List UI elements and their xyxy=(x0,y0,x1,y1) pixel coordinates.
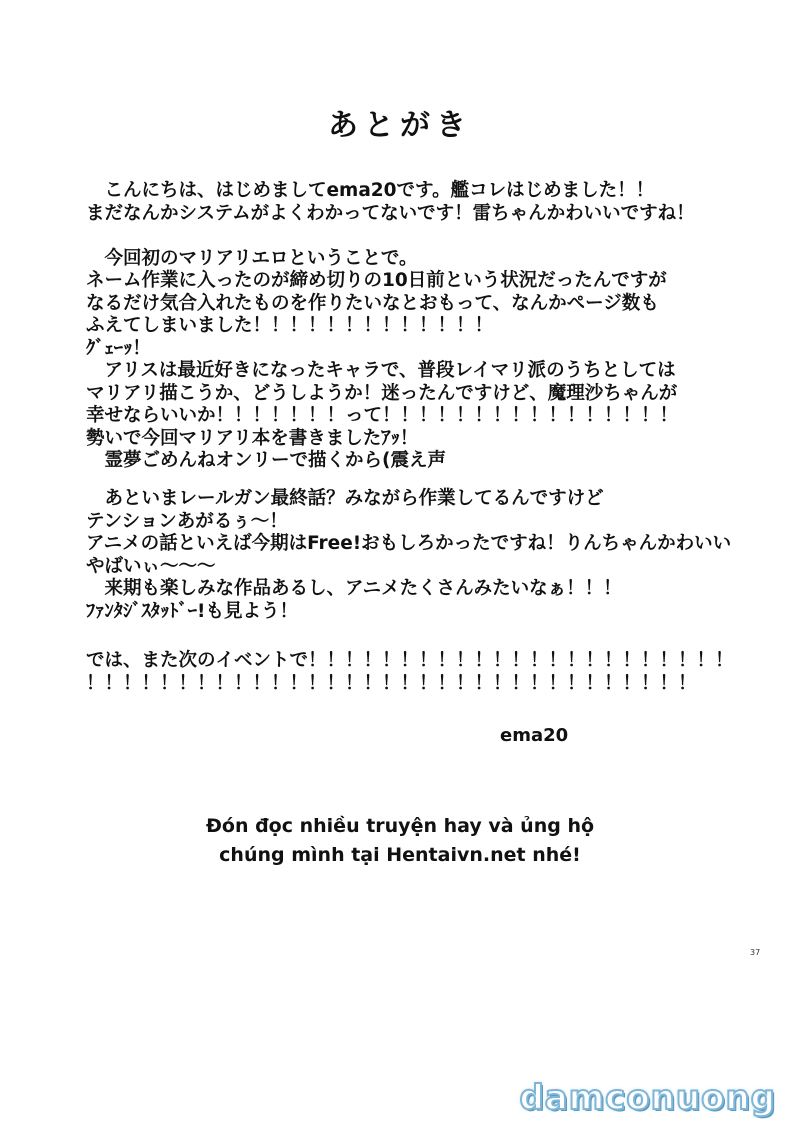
text-line: アニメの話といえば今期はFree!おもしろかったですね！りんちゃんかわいい xyxy=(86,533,732,554)
afterword-paragraph-2 xyxy=(86,488,746,623)
afterword-closing xyxy=(86,650,746,695)
text-line: やばいぃ～～～ xyxy=(86,555,216,577)
text-line: ふえてしまいました！！！！！！！！！！！！！ xyxy=(86,315,494,336)
text-line: まだなんかシステムがよくわかってないです！雷ちゃんかわいいですね！ xyxy=(86,202,695,224)
text-line: 来期も楽しみな作品あるし、アニメたくさんみたいなぁ！！！ xyxy=(86,578,622,599)
text-line: あといまレールガン最終話？みながら作業してるんですけど xyxy=(86,488,604,509)
text-line: アリスは最近好きになったキャラで、普段レイマリ派のうちとしては xyxy=(86,360,676,381)
text-line: 幸せならいいか！！！！！！！って！！！！！！！！！！！！！！！！ xyxy=(86,405,679,426)
text-line: なるだけ気合入れたものを作りたいなとおもって、なんかページ数も xyxy=(86,292,659,314)
scanlator-promo xyxy=(0,812,800,870)
author-signature: ema20 xyxy=(500,725,569,746)
text-line: ｸﾞｪｰｯ！ xyxy=(86,337,151,359)
blank-line xyxy=(86,225,746,248)
promo-line: Đón đọc nhiều truyện hay và ủng hộ xyxy=(205,815,595,837)
text-line: ﾌｧﾝﾀｼﾞｽﾀｯﾄﾞｰ!も見よう！ xyxy=(86,600,298,622)
text-line: マリアリ描こうか、どうしようか！迷ったんですけど、魔理沙ちゃんが xyxy=(86,382,678,404)
text-line: では、また次のイベントで！！！！！！！！！！！！！！！！！！！！！！！ xyxy=(86,650,734,671)
text-line: 霊夢ごめんねオンリーで描くから(震え声 xyxy=(86,450,446,471)
text-line: ネーム作業に入ったのが締め切りの10日前という状況だったんですが xyxy=(86,270,667,291)
page-title: あとがき xyxy=(328,108,472,143)
promo-line: chúng mình tại Hentaivn.net nhé! xyxy=(219,844,581,866)
text-line: こんにちは、はじめましてema20です。艦コレはじめました！！ xyxy=(86,180,655,201)
page-number: 37 xyxy=(750,948,761,957)
text-line: 勢いで今回マリアリ本を書きましたｱｯ！ xyxy=(86,427,419,449)
text-line: 今回初のマリアリエロということで。 xyxy=(86,247,418,269)
afterword-paragraph-1 xyxy=(86,180,746,473)
text-line: テンションあがるぅ～！ xyxy=(86,510,288,532)
text-line: ！！！！！！！！！！！！！！！！！！！！！！！！！！！！！！！！！ xyxy=(86,672,697,694)
watermark-logo: damconuong xyxy=(519,1078,776,1118)
